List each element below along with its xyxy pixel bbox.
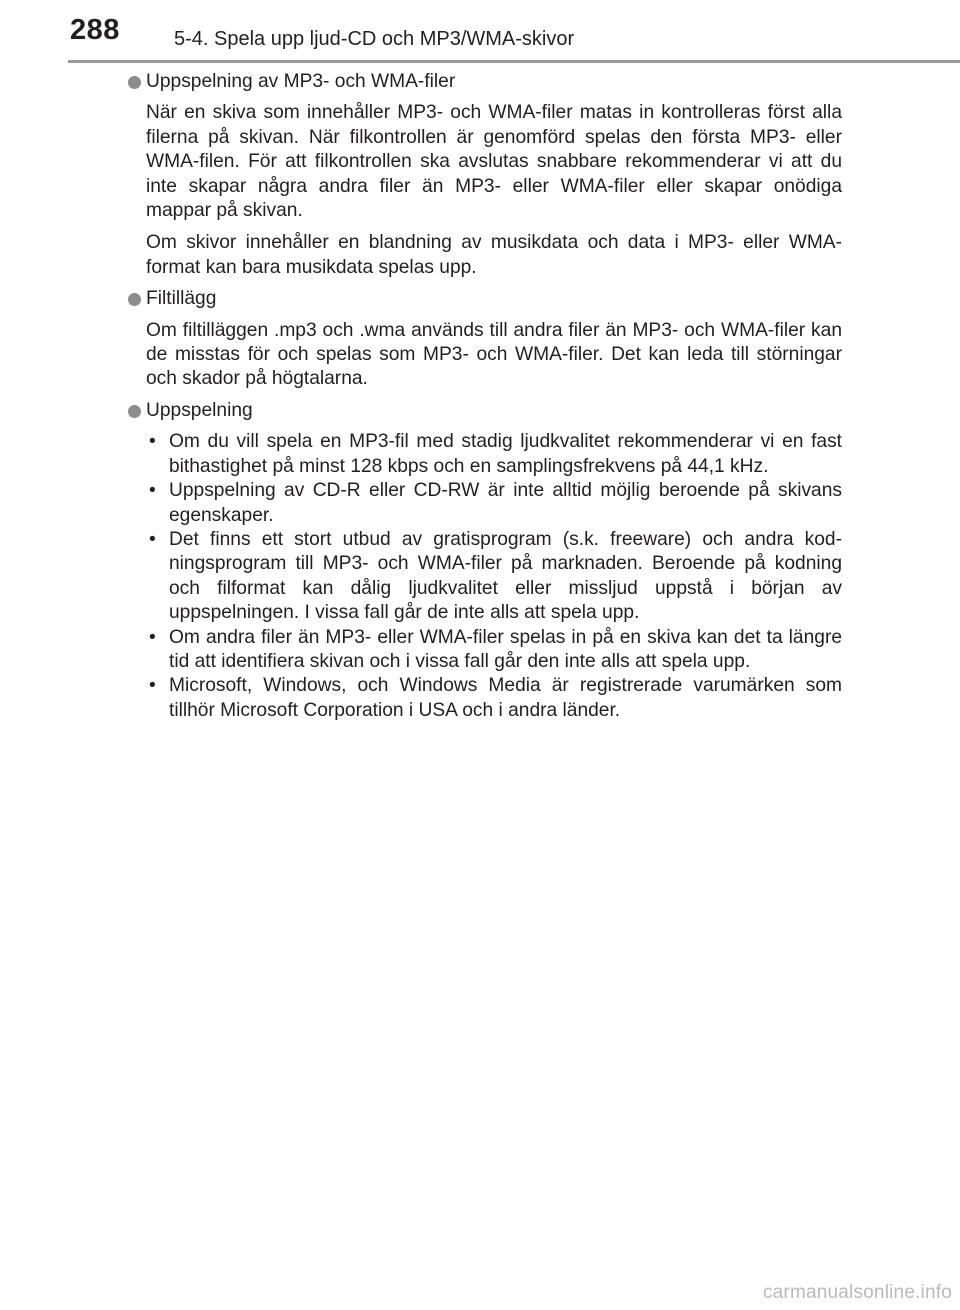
header-divider: [68, 60, 960, 63]
section-heading: [128, 287, 842, 311]
list-item: [146, 674, 842, 723]
list-item-text: Microsoft, Windows, och Windows Media är registrerade varumärken som tillhör Microsoft Corporation i USA och i andra länder.: [169, 675, 842, 721]
bullet-mark: •: [149, 480, 156, 502]
list-item-text: Om du vill spela en MP3-fil med stadig ljudkvalitet rekommenderar vi en fast bithastighet på minst 128 kbps och en samplingsfrekvens på 44,1 kHz.: [169, 431, 842, 477]
list-item: [146, 626, 842, 675]
bullet-mark: •: [149, 528, 156, 550]
section-file-extensions: [128, 287, 842, 392]
section-heading-text: Uppspelning: [146, 399, 253, 421]
list-item: [146, 430, 842, 479]
section-mp3-wma-playback: [128, 70, 842, 280]
bullet-mark: •: [149, 675, 156, 697]
bullet-mark: •: [149, 626, 156, 648]
list-item-text: Uppspelning av CD-R eller CD-RW är inte alltid möjlig beroende på skivans egenskaper.: [169, 480, 842, 526]
paragraph: Om filtilläggen .mp3 och .wma används till andra filer än MP3- och WMA-filer kan de misstas för och spelas som MP3- och WMA-filer. Det kan leda till störningar och skador på högtalarna.: [146, 319, 842, 390]
section-heading: [128, 70, 842, 94]
list-item-text: Det finns ett stort utbud av gratisprogram (s.k. freeware) och andra kodningsprogram till MP3- och WMA-filer på marknaden. Beroende på kodning och filformat kan dålig ljudkvalitet eller missljud uppstå i början av uppspelningen. I vissa fall går de inte alls att spela upp.: [169, 528, 842, 624]
page-number: 288: [70, 14, 120, 46]
paragraph: Om skivor innehåller en blandning av musikdata och data i MP3- eller WMA-format kan bara musikdata spelas upp.: [146, 232, 842, 278]
list-item-text: Om andra filer än MP3- eller WMA-filer spelas in på en skiva kan det ta längre tid att identifiera skivan och i vissa fall går den inte alls att spela upp.: [169, 626, 842, 672]
playback-notes-list: [146, 430, 842, 723]
list-item: [146, 479, 842, 528]
page-content: [128, 70, 842, 730]
list-item: [146, 528, 842, 626]
page-header: [0, 0, 960, 62]
watermark: carmanualsonline.info: [762, 1282, 952, 1303]
paragraph: När en skiva som innehåller MP3- och WMA-filer matas in kontrolleras först alla filerna på skivan. När filkontrollen är genomförd spelas den första MP3- eller WMA-filen. För att filkontrollen ska avslutas snabbare rekommenderar vi att du inte skapar några andra filer än MP3- eller WMA-filer eller skapar onödiga mappar på skivan.: [146, 102, 842, 222]
section-playback: [128, 399, 842, 723]
bullet-dot-icon: [128, 76, 141, 89]
chapter-title: 5-4. Spela upp ljud-CD och MP3/WMA-skivor: [174, 28, 575, 50]
bullet-dot-icon: [128, 293, 141, 306]
bullet-dot-icon: [128, 405, 141, 418]
section-heading-text: Uppspelning av MP3- och WMA-filer: [146, 71, 456, 92]
section-heading: [128, 399, 842, 423]
section-heading-text: Filtillägg: [146, 288, 217, 310]
bullet-mark: •: [149, 431, 156, 453]
